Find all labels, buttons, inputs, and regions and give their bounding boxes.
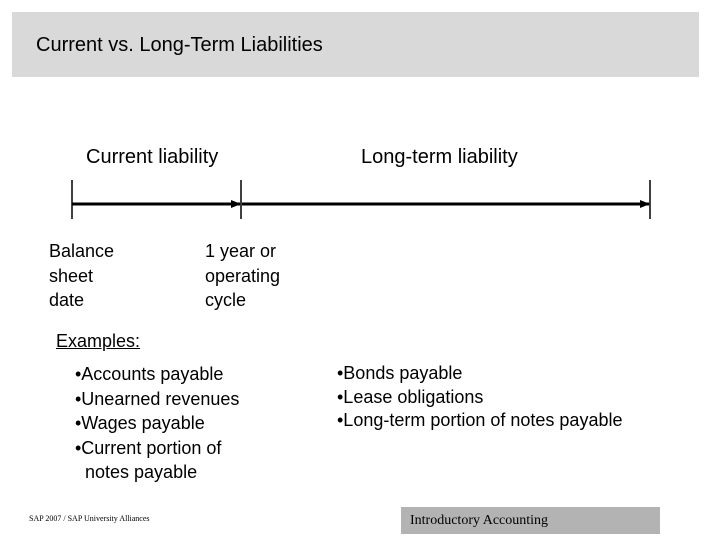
list-item: •Bonds payable [337,363,463,383]
footer-course-label: Introductory Accounting [410,513,549,528]
balance-sheet-date-line: date [49,290,85,310]
list-item: notes payable [75,462,198,482]
list-item: •Long-term portion of notes payable [337,410,623,430]
list-item: •Current portion of [75,437,222,458]
balance-sheet-date-label [49,239,114,313]
list-item: •Wages payable [75,413,205,433]
one-year-line: 1 year or [205,241,277,261]
balance-sheet-date-line: sheet [49,265,94,286]
one-year-line: operating [205,265,281,286]
list-item: •Accounts payable [75,364,224,384]
one-year-line: cycle [205,290,247,310]
longterm-liability-heading: Long-term liability [361,146,518,168]
current-examples-list [75,362,239,485]
list-item: •Unearned revenues [75,388,240,409]
list-item: •Lease obligations [337,386,484,407]
footer-copyright: SAP 2007 / SAP University Alliances [29,514,150,523]
slide-title: Current vs. Long-Term Liabilities [36,34,323,56]
examples-label: Examples: [56,331,141,351]
footer-course-box [401,507,660,534]
current-liability-heading: Current liability [86,146,219,168]
one-year-label [205,239,280,313]
balance-sheet-date-line: Balance [49,241,115,261]
longterm-examples-list [337,362,622,433]
